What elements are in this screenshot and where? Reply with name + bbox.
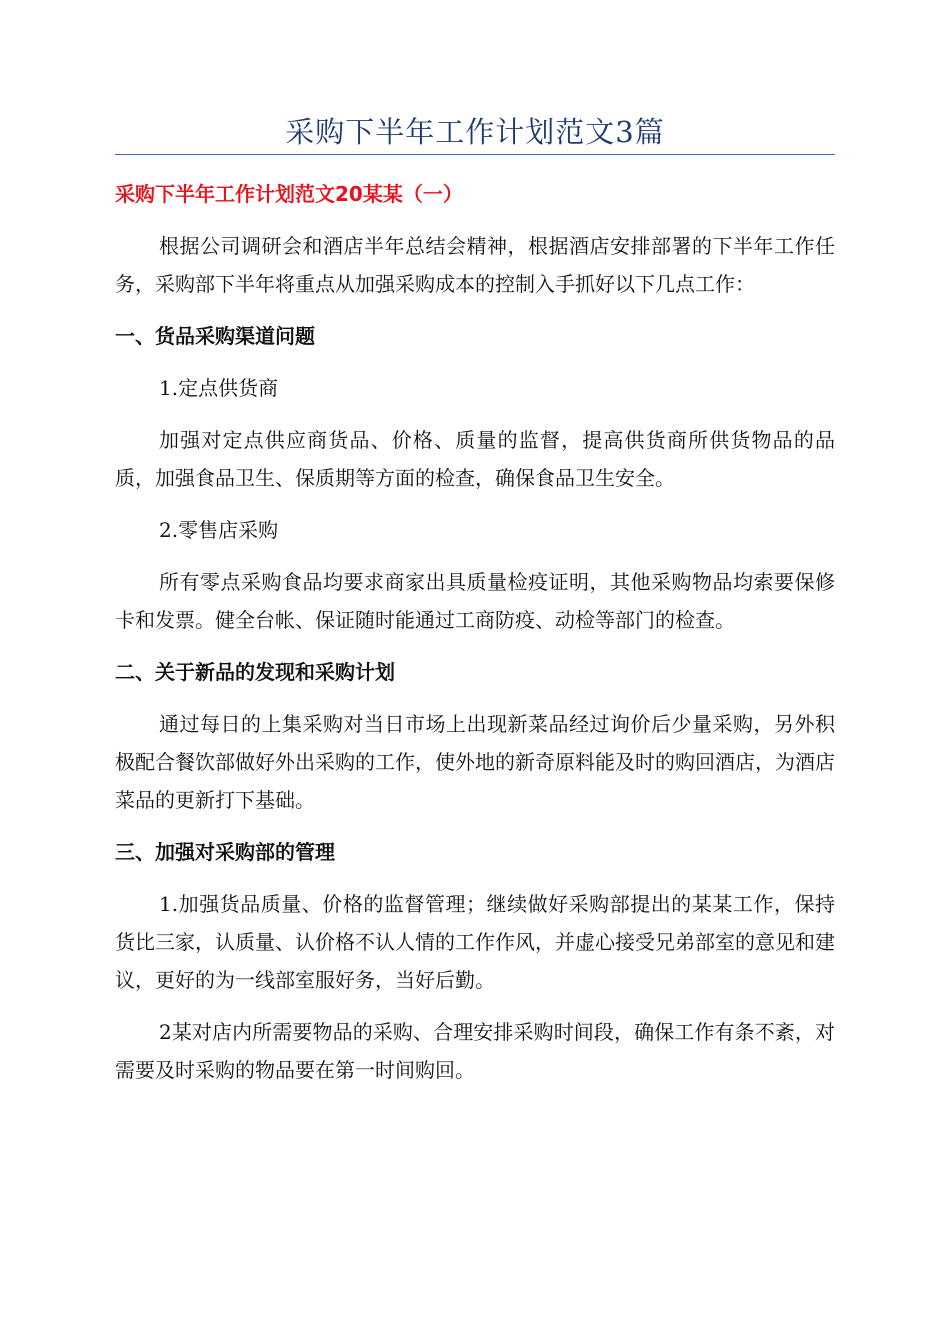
heading-2-paragraph: 通过每日的上集采购对当日市场上出现新菜品经过询价后少量采购，另外积极配合餐饮部做好外出采购的工作，使外地的新奇原料能及时的购回酒店，为酒店菜品的更新打下基础。 bbox=[115, 712, 835, 812]
heading-3: 三、加强对采购部的管理 bbox=[115, 840, 335, 864]
title-underline bbox=[115, 154, 835, 155]
heading-1: 一、货品采购渠道问题 bbox=[115, 324, 315, 348]
item-1-1-title: 1.定点供货商 bbox=[159, 376, 279, 400]
item-3-2-paragraph: 2某对店内所需要物品的采购、合理安排采购时间段，确保工作有条不紊，对需要及时采购的物品要在第一时间购回。 bbox=[115, 1020, 835, 1082]
document-title: 采购下半年工作计划范文3篇 bbox=[285, 115, 665, 149]
intro-paragraph: 根据公司调研会和酒店半年总结会精神，根据酒店安排部署的下半年工作任务，采购部下半年将重点从加强采购成本的控制入手抓好以下几点工作： bbox=[115, 234, 835, 296]
section-title: 采购下半年工作计划范文20某某（一） bbox=[115, 182, 463, 206]
item-1-2-paragraph: 所有零点采购食品均要求商家出具质量检疫证明，其他采购物品均索要保修卡和发票。健全台帐、保证随时能通过工商防疫、动检等部门的检查。 bbox=[115, 570, 835, 632]
document-body bbox=[115, 175, 835, 1103]
item-1-2-title: 2.零售店采购 bbox=[159, 518, 279, 542]
item-1-1-paragraph: 加强对定点供应商货品、价格、质量的监督，提高供货商所供货物品的品质，加强食品卫生、保质期等方面的检查，确保食品卫生安全。 bbox=[115, 428, 835, 490]
heading-2: 二、关于新品的发现和采购计划 bbox=[115, 660, 395, 684]
item-3-1-paragraph: 1.加强货品质量、价格的监督管理；继续做好采购部提出的某某工作，保持货比三家，认质量、认价格不认人情的工作作风，并虚心接受兄弟部室的意见和建议，更好的为一线部室服好务，当好后勤。 bbox=[115, 892, 835, 992]
